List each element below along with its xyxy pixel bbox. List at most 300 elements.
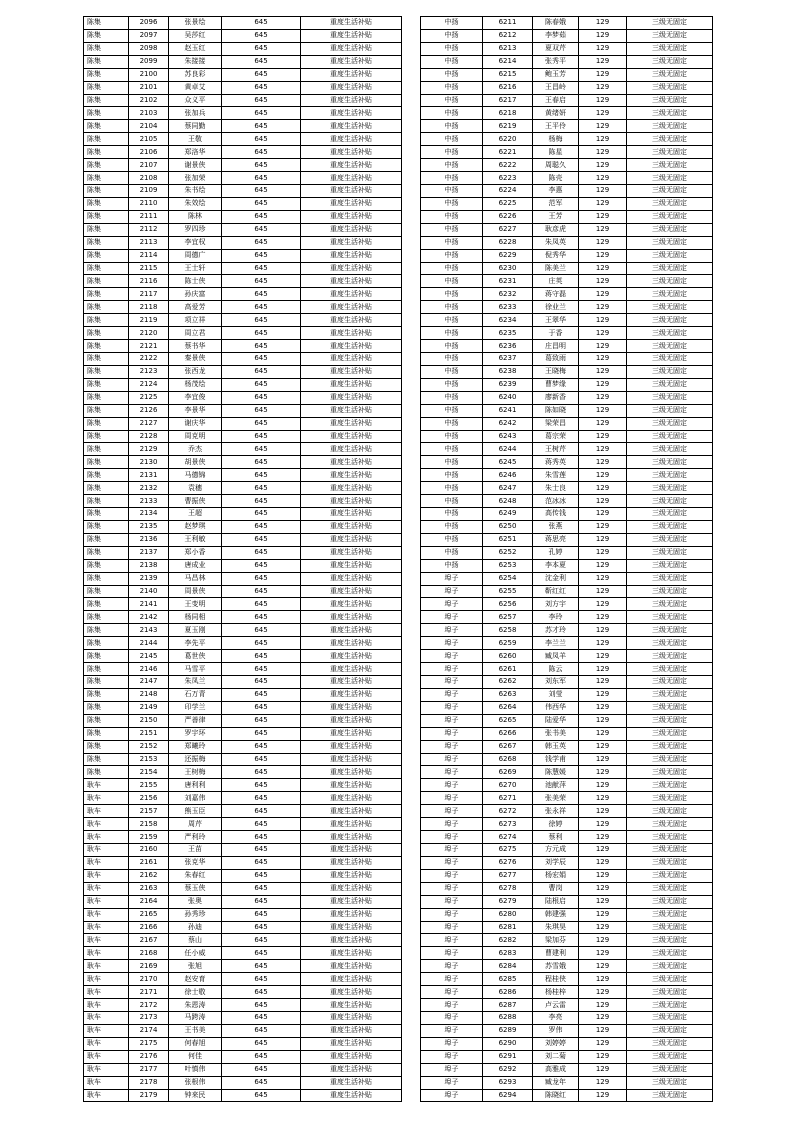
table-row — [84, 766, 402, 779]
table-row — [421, 133, 713, 146]
name-cell: 王翠华 — [533, 314, 579, 327]
table-row — [84, 184, 402, 197]
town-cell: 耿车 — [84, 986, 129, 999]
type-cell: 重度生活补贴 — [301, 960, 402, 973]
name-cell: 陈如晓 — [533, 404, 579, 417]
type-cell: 重度生活补贴 — [301, 844, 402, 857]
town-cell: 陈集 — [84, 223, 129, 236]
amount-cell: 645 — [222, 340, 301, 353]
table-row — [84, 676, 402, 689]
town-cell: 陈集 — [84, 714, 129, 727]
town-cell: 埠子 — [421, 947, 483, 960]
name-cell: 陈林 — [169, 210, 222, 223]
table-row — [84, 611, 402, 624]
id-cell: 6282 — [483, 934, 533, 947]
table-row — [421, 197, 713, 210]
table-row — [84, 365, 402, 378]
id-cell: 6240 — [483, 391, 533, 404]
type-cell: 重度生活补贴 — [301, 417, 402, 430]
type-cell: 重度生活补贴 — [301, 159, 402, 172]
table-row — [421, 327, 713, 340]
type-cell: 重度生活补贴 — [301, 404, 402, 417]
type-cell: 三级无固定 — [627, 572, 713, 585]
id-cell: 2151 — [129, 727, 169, 740]
type-cell: 三级无固定 — [627, 895, 713, 908]
id-cell: 6245 — [483, 456, 533, 469]
town-cell: 陈集 — [84, 378, 129, 391]
amount-cell: 645 — [222, 288, 301, 301]
type-cell: 三级无固定 — [627, 365, 713, 378]
id-cell: 2100 — [129, 68, 169, 81]
name-cell: 王苗 — [169, 844, 222, 857]
id-cell: 6241 — [483, 404, 533, 417]
town-cell: 埠子 — [421, 650, 483, 663]
type-cell: 三级无固定 — [627, 663, 713, 676]
id-cell: 2158 — [129, 818, 169, 831]
type-cell: 三级无固定 — [627, 805, 713, 818]
type-cell: 三级无固定 — [627, 766, 713, 779]
name-cell: 沈金利 — [533, 572, 579, 585]
type-cell: 重度生活补贴 — [301, 327, 402, 340]
town-cell: 中扬 — [421, 133, 483, 146]
amount-cell: 645 — [222, 417, 301, 430]
name-cell: 陈美兰 — [533, 262, 579, 275]
town-cell: 陈集 — [84, 94, 129, 107]
id-cell: 6251 — [483, 533, 533, 546]
type-cell: 重度生活补贴 — [301, 275, 402, 288]
type-cell: 重度生活补贴 — [301, 546, 402, 559]
table-row — [84, 55, 402, 68]
type-cell: 重度生活补贴 — [301, 469, 402, 482]
type-cell: 重度生活补贴 — [301, 856, 402, 869]
id-cell: 2152 — [129, 740, 169, 753]
amount-cell: 645 — [222, 314, 301, 327]
town-cell: 中扬 — [421, 68, 483, 81]
id-cell: 2123 — [129, 365, 169, 378]
id-cell: 6273 — [483, 818, 533, 831]
type-cell: 三级无固定 — [627, 17, 713, 30]
town-cell: 耿车 — [84, 882, 129, 895]
amount-cell: 129 — [579, 430, 627, 443]
name-cell: 赵梦琪 — [169, 520, 222, 533]
name-cell: 蒋守磊 — [533, 288, 579, 301]
table-row — [421, 68, 713, 81]
type-cell: 重度生活补贴 — [301, 430, 402, 443]
name-cell: 陈云 — [533, 663, 579, 676]
amount-cell: 645 — [222, 572, 301, 585]
town-cell: 埠子 — [421, 598, 483, 611]
type-cell: 三级无固定 — [627, 947, 713, 960]
amount-cell: 129 — [579, 120, 627, 133]
amount-cell: 645 — [222, 469, 301, 482]
amount-cell: 129 — [579, 107, 627, 120]
town-cell: 陈集 — [84, 340, 129, 353]
town-cell: 埠子 — [421, 999, 483, 1012]
id-cell: 6233 — [483, 301, 533, 314]
type-cell: 重度生活补贴 — [301, 391, 402, 404]
town-cell: 埠子 — [421, 779, 483, 792]
name-cell: 刘学辰 — [533, 856, 579, 869]
amount-cell: 129 — [579, 1011, 627, 1024]
table-row — [421, 598, 713, 611]
name-cell: 高爱芳 — [169, 301, 222, 314]
name-cell: 靳红红 — [533, 585, 579, 598]
town-cell: 耿车 — [84, 844, 129, 857]
id-cell: 2177 — [129, 1063, 169, 1076]
amount-cell: 129 — [579, 934, 627, 947]
amount-cell: 129 — [579, 973, 627, 986]
table-row — [421, 495, 713, 508]
id-cell: 6230 — [483, 262, 533, 275]
id-cell: 6231 — [483, 275, 533, 288]
id-cell: 6218 — [483, 107, 533, 120]
name-cell: 王春启 — [533, 94, 579, 107]
table-row — [421, 831, 713, 844]
town-cell: 耿车 — [84, 1063, 129, 1076]
type-cell: 三级无固定 — [627, 701, 713, 714]
name-cell: 杨梅 — [533, 133, 579, 146]
amount-cell: 645 — [222, 934, 301, 947]
type-cell: 重度生活补贴 — [301, 520, 402, 533]
table-row — [421, 611, 713, 624]
name-cell: 刘东军 — [533, 676, 579, 689]
town-cell: 埠子 — [421, 727, 483, 740]
id-cell: 2156 — [129, 792, 169, 805]
amount-cell: 129 — [579, 133, 627, 146]
table-row — [421, 508, 713, 521]
town-cell: 中扬 — [421, 365, 483, 378]
type-cell: 重度生活补贴 — [301, 443, 402, 456]
table-row — [421, 430, 713, 443]
type-cell: 重度生活补贴 — [301, 792, 402, 805]
amount-cell: 645 — [222, 430, 301, 443]
name-cell: 周克明 — [169, 430, 222, 443]
amount-cell: 129 — [579, 650, 627, 663]
name-cell: 葛世侠 — [169, 650, 222, 663]
table-row — [421, 663, 713, 676]
table-row — [421, 172, 713, 185]
table-row — [421, 1063, 713, 1076]
town-cell: 埠子 — [421, 869, 483, 882]
id-cell: 2169 — [129, 960, 169, 973]
table-row — [421, 456, 713, 469]
amount-cell: 129 — [579, 637, 627, 650]
table-row — [421, 869, 713, 882]
type-cell: 三级无固定 — [627, 469, 713, 482]
amount-cell: 129 — [579, 856, 627, 869]
name-cell: 胡景侠 — [169, 456, 222, 469]
amount-cell: 129 — [579, 714, 627, 727]
town-cell: 中扬 — [421, 275, 483, 288]
amount-cell: 645 — [222, 676, 301, 689]
town-cell: 陈集 — [84, 688, 129, 701]
type-cell: 重度生活补贴 — [301, 1063, 402, 1076]
town-cell: 埠子 — [421, 908, 483, 921]
name-cell: 朱效绘 — [169, 197, 222, 210]
amount-cell: 645 — [222, 973, 301, 986]
id-cell: 2119 — [129, 314, 169, 327]
name-cell: 马昌林 — [169, 572, 222, 585]
type-cell: 重度生活补贴 — [301, 29, 402, 42]
table-row — [421, 365, 713, 378]
type-cell: 重度生活补贴 — [301, 572, 402, 585]
type-cell: 三级无固定 — [627, 934, 713, 947]
id-cell: 2154 — [129, 766, 169, 779]
name-cell: 钟来民 — [169, 1089, 222, 1102]
town-cell: 陈集 — [84, 159, 129, 172]
id-cell: 2170 — [129, 973, 169, 986]
type-cell: 重度生活补贴 — [301, 42, 402, 55]
town-cell: 陈集 — [84, 327, 129, 340]
name-cell: 周德广 — [169, 249, 222, 262]
id-cell: 2144 — [129, 637, 169, 650]
name-cell: 张书美 — [533, 727, 579, 740]
type-cell: 重度生活补贴 — [301, 68, 402, 81]
name-cell: 于香 — [533, 327, 579, 340]
table-row — [421, 676, 713, 689]
amount-cell: 645 — [222, 42, 301, 55]
type-cell: 重度生活补贴 — [301, 779, 402, 792]
town-cell: 埠子 — [421, 753, 483, 766]
amount-cell: 129 — [579, 55, 627, 68]
table-row — [84, 94, 402, 107]
id-cell: 2126 — [129, 404, 169, 417]
id-cell: 2163 — [129, 882, 169, 895]
id-cell: 6292 — [483, 1063, 533, 1076]
type-cell: 重度生活补贴 — [301, 559, 402, 572]
table-row — [84, 249, 402, 262]
amount-cell: 645 — [222, 236, 301, 249]
type-cell: 三级无固定 — [627, 714, 713, 727]
id-cell: 6280 — [483, 908, 533, 921]
name-cell: 周芹 — [169, 818, 222, 831]
id-cell: 2102 — [129, 94, 169, 107]
amount-cell: 645 — [222, 805, 301, 818]
name-cell: 耿彦虎 — [533, 223, 579, 236]
table-row — [84, 818, 402, 831]
amount-cell: 645 — [222, 456, 301, 469]
name-cell: 苏良彩 — [169, 68, 222, 81]
table-row — [421, 740, 713, 753]
town-cell: 中扬 — [421, 184, 483, 197]
type-cell: 重度生活补贴 — [301, 947, 402, 960]
type-cell: 三级无固定 — [627, 688, 713, 701]
table-row — [421, 908, 713, 921]
type-cell: 三级无固定 — [627, 352, 713, 365]
name-cell: 罗四珍 — [169, 223, 222, 236]
type-cell: 重度生活补贴 — [301, 210, 402, 223]
type-cell: 三级无固定 — [627, 417, 713, 430]
name-cell: 徐士敬 — [169, 986, 222, 999]
town-cell: 陈集 — [84, 197, 129, 210]
amount-cell: 129 — [579, 417, 627, 430]
table-row — [84, 1050, 402, 1063]
id-cell: 2099 — [129, 55, 169, 68]
id-cell: 6213 — [483, 42, 533, 55]
name-cell: 王书美 — [169, 1024, 222, 1037]
type-cell: 重度生活补贴 — [301, 676, 402, 689]
table-row — [421, 585, 713, 598]
town-cell: 耿车 — [84, 895, 129, 908]
table-row — [84, 1089, 402, 1102]
id-cell: 6287 — [483, 999, 533, 1012]
amount-cell: 129 — [579, 559, 627, 572]
id-cell: 6291 — [483, 1050, 533, 1063]
table-row — [421, 314, 713, 327]
id-cell: 6271 — [483, 792, 533, 805]
table-row — [84, 404, 402, 417]
id-cell: 6249 — [483, 508, 533, 521]
amount-cell: 129 — [579, 223, 627, 236]
id-cell: 2142 — [129, 611, 169, 624]
amount-cell: 645 — [222, 688, 301, 701]
id-cell: 2173 — [129, 1011, 169, 1024]
id-cell: 6272 — [483, 805, 533, 818]
amount-cell: 645 — [222, 391, 301, 404]
table-row — [84, 559, 402, 572]
town-cell: 中扬 — [421, 327, 483, 340]
table-row — [421, 921, 713, 934]
town-cell: 埠子 — [421, 973, 483, 986]
town-cell: 中扬 — [421, 352, 483, 365]
table-row — [84, 740, 402, 753]
town-cell: 中扬 — [421, 482, 483, 495]
table-row — [84, 210, 402, 223]
name-cell: 还振梅 — [169, 753, 222, 766]
name-cell: 秦景侠 — [169, 352, 222, 365]
name-cell: 臧凤羊 — [533, 650, 579, 663]
id-cell: 6265 — [483, 714, 533, 727]
id-cell: 2166 — [129, 921, 169, 934]
town-cell: 埠子 — [421, 844, 483, 857]
id-cell: 6288 — [483, 1011, 533, 1024]
amount-cell: 129 — [579, 520, 627, 533]
town-cell: 陈集 — [84, 391, 129, 404]
type-cell: 三级无固定 — [627, 391, 713, 404]
id-cell: 2164 — [129, 895, 169, 908]
amount-cell: 129 — [579, 1050, 627, 1063]
name-cell: 吴莎红 — [169, 29, 222, 42]
name-cell: 任小威 — [169, 947, 222, 960]
id-cell: 6232 — [483, 288, 533, 301]
id-cell: 2132 — [129, 482, 169, 495]
type-cell: 三级无固定 — [627, 650, 713, 663]
id-cell: 2105 — [129, 133, 169, 146]
town-cell: 埠子 — [421, 572, 483, 585]
name-cell: 蔡利 — [533, 831, 579, 844]
town-cell: 埠子 — [421, 792, 483, 805]
left-subsidy-table — [83, 16, 402, 1102]
name-cell: 庄昌明 — [533, 340, 579, 353]
amount-cell: 129 — [579, 29, 627, 42]
amount-cell: 645 — [222, 559, 301, 572]
table-row — [421, 29, 713, 42]
name-cell: 蒋思亮 — [533, 533, 579, 546]
town-cell: 耿车 — [84, 921, 129, 934]
table-row — [84, 895, 402, 908]
table-row — [421, 714, 713, 727]
name-cell: 张秀平 — [533, 55, 579, 68]
name-cell: 印学兰 — [169, 701, 222, 714]
town-cell: 陈集 — [84, 301, 129, 314]
town-cell: 中扬 — [421, 172, 483, 185]
town-cell: 中扬 — [421, 430, 483, 443]
type-cell: 三级无固定 — [627, 1063, 713, 1076]
town-cell: 陈集 — [84, 417, 129, 430]
table-row — [421, 146, 713, 159]
type-cell: 三级无固定 — [627, 249, 713, 262]
table-row — [421, 81, 713, 94]
amount-cell: 645 — [222, 301, 301, 314]
name-cell: 李本夏 — [533, 559, 579, 572]
type-cell: 重度生活补贴 — [301, 882, 402, 895]
name-cell: 黄绪妍 — [533, 107, 579, 120]
table-row — [84, 908, 402, 921]
name-cell: 杨茂绘 — [169, 378, 222, 391]
table-row — [421, 275, 713, 288]
town-cell: 陈集 — [84, 637, 129, 650]
town-cell: 埠子 — [421, 585, 483, 598]
amount-cell: 129 — [579, 1089, 627, 1102]
table-row — [84, 1063, 402, 1076]
type-cell: 三级无固定 — [627, 882, 713, 895]
table-row — [421, 210, 713, 223]
table-row — [421, 249, 713, 262]
table-row — [84, 921, 402, 934]
name-cell: 王树梅 — [169, 766, 222, 779]
name-cell: 陈春娥 — [533, 17, 579, 30]
id-cell: 2125 — [129, 391, 169, 404]
town-cell: 埠子 — [421, 831, 483, 844]
id-cell: 2150 — [129, 714, 169, 727]
name-cell: 陆根启 — [533, 895, 579, 908]
table-row — [421, 947, 713, 960]
town-cell: 陈集 — [84, 585, 129, 598]
id-cell: 2115 — [129, 262, 169, 275]
id-cell: 6238 — [483, 365, 533, 378]
amount-cell: 129 — [579, 585, 627, 598]
type-cell: 重度生活补贴 — [301, 94, 402, 107]
town-cell: 埠子 — [421, 611, 483, 624]
type-cell: 三级无固定 — [627, 482, 713, 495]
type-cell: 三级无固定 — [627, 430, 713, 443]
type-cell: 三级无固定 — [627, 443, 713, 456]
amount-cell: 645 — [222, 94, 301, 107]
amount-cell: 645 — [222, 921, 301, 934]
id-cell: 6211 — [483, 17, 533, 30]
table-row — [421, 55, 713, 68]
id-cell: 2165 — [129, 908, 169, 921]
type-cell: 三级无固定 — [627, 611, 713, 624]
town-cell: 陈集 — [84, 611, 129, 624]
town-cell: 耿车 — [84, 1089, 129, 1102]
name-cell: 张燕 — [533, 520, 579, 533]
name-cell: 范冰冰 — [533, 495, 579, 508]
name-cell: 郑小香 — [169, 546, 222, 559]
id-cell: 2110 — [129, 197, 169, 210]
name-cell: 李景华 — [169, 404, 222, 417]
table-row — [84, 1024, 402, 1037]
name-cell: 周立君 — [169, 327, 222, 340]
id-cell: 2122 — [129, 352, 169, 365]
id-cell: 6290 — [483, 1037, 533, 1050]
table-row — [84, 469, 402, 482]
type-cell: 重度生活补贴 — [301, 262, 402, 275]
table-row — [84, 520, 402, 533]
type-cell: 三级无固定 — [627, 856, 713, 869]
table-row — [84, 1011, 402, 1024]
name-cell: 张永祥 — [533, 805, 579, 818]
